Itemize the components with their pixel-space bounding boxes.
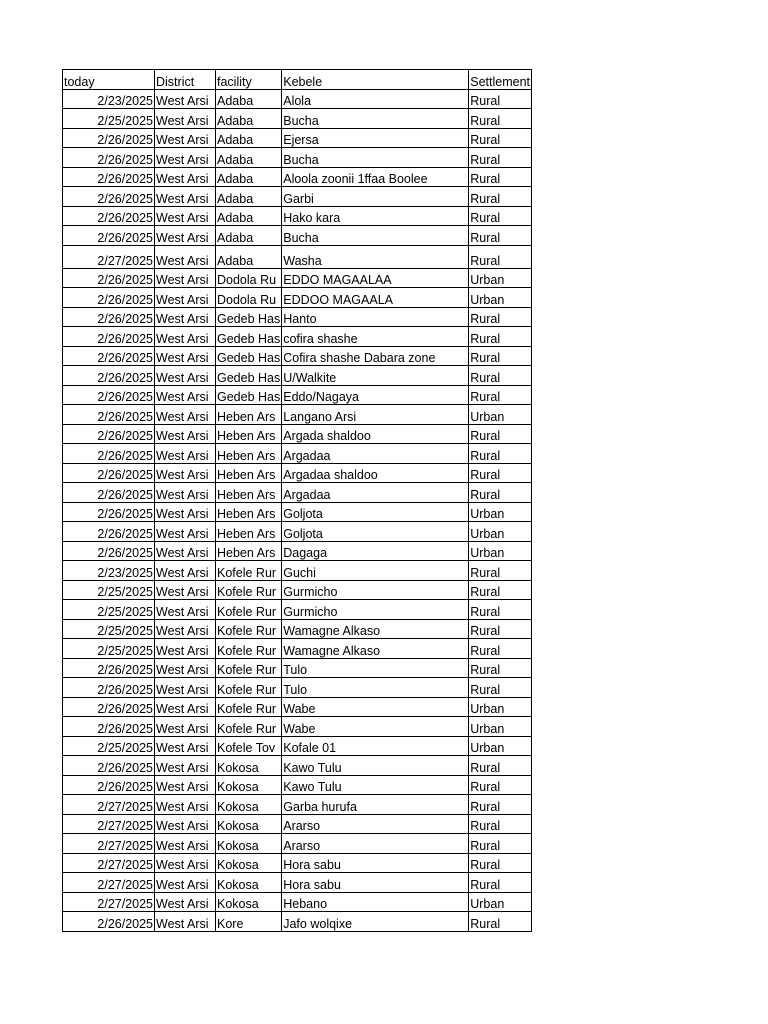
- cell-date: 2/25/2025: [63, 619, 155, 639]
- cell-facility: Dodola Ru: [216, 288, 282, 308]
- cell-date: 2/26/2025: [63, 912, 155, 932]
- cell-district: West Arsi: [155, 206, 216, 226]
- cell-kebele: cofira shashe: [282, 327, 469, 347]
- cell-date: 2/26/2025: [63, 346, 155, 366]
- cell-kebele: Kawo Tulu: [282, 756, 469, 776]
- cell-date: 2/23/2025: [63, 561, 155, 581]
- cell-kebele: Guchi: [282, 561, 469, 581]
- cell-district: West Arsi: [155, 522, 216, 542]
- cell-facility: Adaba: [216, 148, 282, 168]
- table-row: [63, 619, 532, 639]
- cell-kebele: Goljota: [282, 522, 469, 542]
- cell-kebele: Argadaa: [282, 483, 469, 503]
- cell-date: 2/26/2025: [63, 756, 155, 776]
- cell-settlement: Rural: [469, 128, 532, 148]
- cell-district: West Arsi: [155, 541, 216, 561]
- cell-date: 2/25/2025: [63, 580, 155, 600]
- cell-facility: Kofele Tov: [216, 736, 282, 756]
- cell-kebele: Bucha: [282, 226, 469, 246]
- cell-kebele: Ejersa: [282, 128, 469, 148]
- cell-facility: Heben Ars: [216, 502, 282, 522]
- cell-date: 2/27/2025: [63, 892, 155, 912]
- table-row: [63, 463, 532, 483]
- cell-date: 2/26/2025: [63, 678, 155, 698]
- cell-kebele: Kawo Tulu: [282, 775, 469, 795]
- table-row: [63, 795, 532, 815]
- cell-settlement: Rural: [469, 226, 532, 246]
- cell-district: West Arsi: [155, 424, 216, 444]
- cell-kebele: Cofira shashe Dabara zone: [282, 346, 469, 366]
- table-row: [63, 89, 532, 109]
- cell-settlement: Rural: [469, 561, 532, 581]
- cell-facility: Gedeb Has: [216, 327, 282, 347]
- cell-district: West Arsi: [155, 148, 216, 168]
- table-row: [63, 717, 532, 737]
- cell-district: West Arsi: [155, 89, 216, 109]
- cell-district: West Arsi: [155, 483, 216, 503]
- cell-district: West Arsi: [155, 756, 216, 776]
- cell-facility: Gedeb Has: [216, 307, 282, 327]
- table-row: [63, 541, 532, 561]
- cell-district: West Arsi: [155, 580, 216, 600]
- cell-district: West Arsi: [155, 245, 216, 268]
- cell-district: West Arsi: [155, 405, 216, 425]
- cell-date: 2/26/2025: [63, 717, 155, 737]
- cell-facility: Kofele Rur: [216, 678, 282, 698]
- table-row: [63, 600, 532, 620]
- header-district: District: [155, 70, 216, 90]
- cell-settlement: Rural: [469, 327, 532, 347]
- table-row: [63, 167, 532, 187]
- table-row: [63, 206, 532, 226]
- cell-settlement: Urban: [469, 268, 532, 288]
- cell-kebele: Eddo/Nagaya: [282, 385, 469, 405]
- cell-district: West Arsi: [155, 307, 216, 327]
- cell-kebele: Wabe: [282, 697, 469, 717]
- cell-district: West Arsi: [155, 795, 216, 815]
- cell-facility: Adaba: [216, 187, 282, 207]
- table-row: [63, 873, 532, 893]
- cell-district: West Arsi: [155, 561, 216, 581]
- cell-facility: Adaba: [216, 206, 282, 226]
- cell-district: West Arsi: [155, 128, 216, 148]
- cell-facility: Kokosa: [216, 814, 282, 834]
- cell-facility: Kofele Rur: [216, 561, 282, 581]
- table-row: [63, 756, 532, 776]
- table-row: [63, 366, 532, 386]
- cell-district: West Arsi: [155, 678, 216, 698]
- cell-settlement: Urban: [469, 697, 532, 717]
- cell-kebele: Wamagne Alkaso: [282, 639, 469, 659]
- table-row: [63, 736, 532, 756]
- cell-settlement: Rural: [469, 444, 532, 464]
- cell-district: West Arsi: [155, 912, 216, 932]
- cell-district: West Arsi: [155, 697, 216, 717]
- cell-settlement: Urban: [469, 717, 532, 737]
- cell-kebele: Goljota: [282, 502, 469, 522]
- cell-kebele: Gurmicho: [282, 600, 469, 620]
- cell-date: 2/26/2025: [63, 522, 155, 542]
- cell-date: 2/26/2025: [63, 226, 155, 246]
- cell-kebele: Aloola zoonii 1ffaa Boolee: [282, 167, 469, 187]
- cell-district: West Arsi: [155, 288, 216, 308]
- cell-date: 2/23/2025: [63, 89, 155, 109]
- cell-settlement: Rural: [469, 148, 532, 168]
- cell-date: 2/26/2025: [63, 463, 155, 483]
- cell-facility: Heben Ars: [216, 463, 282, 483]
- cell-facility: Kokosa: [216, 853, 282, 873]
- cell-facility: Heben Ars: [216, 444, 282, 464]
- cell-settlement: Rural: [469, 775, 532, 795]
- header-kebele: Kebele: [282, 70, 469, 90]
- cell-kebele: Garba hurufa: [282, 795, 469, 815]
- cell-kebele: Tulo: [282, 678, 469, 698]
- cell-date: 2/26/2025: [63, 483, 155, 503]
- cell-date: 2/26/2025: [63, 697, 155, 717]
- cell-kebele: Washa: [282, 245, 469, 268]
- cell-kebele: Hako kara: [282, 206, 469, 226]
- cell-date: 2/26/2025: [63, 502, 155, 522]
- cell-date: 2/26/2025: [63, 167, 155, 187]
- cell-date: 2/26/2025: [63, 541, 155, 561]
- cell-facility: Adaba: [216, 89, 282, 109]
- cell-kebele: Ararso: [282, 814, 469, 834]
- cell-settlement: Rural: [469, 167, 532, 187]
- cell-settlement: Rural: [469, 366, 532, 386]
- cell-district: West Arsi: [155, 444, 216, 464]
- cell-district: West Arsi: [155, 167, 216, 187]
- cell-date: 2/26/2025: [63, 268, 155, 288]
- cell-settlement: Urban: [469, 405, 532, 425]
- cell-settlement: Rural: [469, 619, 532, 639]
- cell-date: 2/26/2025: [63, 288, 155, 308]
- cell-settlement: Rural: [469, 912, 532, 932]
- cell-district: West Arsi: [155, 892, 216, 912]
- cell-kebele: Argada shaldoo: [282, 424, 469, 444]
- cell-kebele: Ararso: [282, 834, 469, 854]
- table-row: [63, 522, 532, 542]
- cell-district: West Arsi: [155, 226, 216, 246]
- cell-facility: Kore: [216, 912, 282, 932]
- table-row: [63, 912, 532, 932]
- cell-date: 2/27/2025: [63, 245, 155, 268]
- cell-settlement: Urban: [469, 736, 532, 756]
- cell-settlement: Rural: [469, 873, 532, 893]
- table-row: [63, 187, 532, 207]
- cell-facility: Adaba: [216, 128, 282, 148]
- cell-date: 2/25/2025: [63, 600, 155, 620]
- cell-kebele: Wabe: [282, 717, 469, 737]
- cell-settlement: Rural: [469, 187, 532, 207]
- cell-date: 2/26/2025: [63, 327, 155, 347]
- table-row: [63, 424, 532, 444]
- cell-district: West Arsi: [155, 327, 216, 347]
- cell-district: West Arsi: [155, 346, 216, 366]
- cell-district: West Arsi: [155, 619, 216, 639]
- cell-date: 2/27/2025: [63, 873, 155, 893]
- cell-settlement: Rural: [469, 463, 532, 483]
- cell-settlement: Rural: [469, 814, 532, 834]
- cell-settlement: Rural: [469, 424, 532, 444]
- cell-facility: Kofele Rur: [216, 639, 282, 659]
- cell-settlement: Urban: [469, 502, 532, 522]
- cell-facility: Adaba: [216, 109, 282, 129]
- table-row: [63, 109, 532, 129]
- cell-facility: Heben Ars: [216, 405, 282, 425]
- cell-date: 2/25/2025: [63, 736, 155, 756]
- cell-facility: Heben Ars: [216, 541, 282, 561]
- cell-kebele: Dagaga: [282, 541, 469, 561]
- cell-date: 2/26/2025: [63, 658, 155, 678]
- cell-district: West Arsi: [155, 639, 216, 659]
- cell-kebele: Gurmicho: [282, 580, 469, 600]
- header-today: today: [63, 70, 155, 90]
- cell-facility: Kofele Rur: [216, 580, 282, 600]
- cell-settlement: Rural: [469, 580, 532, 600]
- cell-facility: Heben Ars: [216, 424, 282, 444]
- cell-date: 2/26/2025: [63, 206, 155, 226]
- cell-settlement: Rural: [469, 109, 532, 129]
- cell-district: West Arsi: [155, 717, 216, 737]
- table-row: [63, 580, 532, 600]
- cell-facility: Kokosa: [216, 834, 282, 854]
- cell-kebele: Wamagne Alkaso: [282, 619, 469, 639]
- cell-kebele: Hanto: [282, 307, 469, 327]
- cell-settlement: Rural: [469, 307, 532, 327]
- table-row: [63, 405, 532, 425]
- cell-district: West Arsi: [155, 775, 216, 795]
- table-row: [63, 697, 532, 717]
- cell-kebele: Alola: [282, 89, 469, 109]
- cell-kebele: U/Walkite: [282, 366, 469, 386]
- cell-date: 2/27/2025: [63, 814, 155, 834]
- table-row: [63, 639, 532, 659]
- cell-facility: Kokosa: [216, 795, 282, 815]
- table-row: [63, 385, 532, 405]
- header-facility: facility: [216, 70, 282, 90]
- cell-facility: Kofele Rur: [216, 717, 282, 737]
- table-row: [63, 268, 532, 288]
- cell-kebele: Langano Arsi: [282, 405, 469, 425]
- cell-kebele: EDDOO MAGAALA: [282, 288, 469, 308]
- cell-settlement: Rural: [469, 853, 532, 873]
- cell-settlement: Rural: [469, 385, 532, 405]
- cell-settlement: Rural: [469, 658, 532, 678]
- cell-facility: Kofele Rur: [216, 600, 282, 620]
- table-row: [63, 288, 532, 308]
- table-row: [63, 834, 532, 854]
- cell-facility: Kokosa: [216, 892, 282, 912]
- cell-date: 2/27/2025: [63, 853, 155, 873]
- cell-settlement: Rural: [469, 600, 532, 620]
- cell-district: West Arsi: [155, 187, 216, 207]
- cell-settlement: Rural: [469, 795, 532, 815]
- cell-settlement: Rural: [469, 678, 532, 698]
- cell-facility: Kofele Rur: [216, 658, 282, 678]
- cell-facility: Kokosa: [216, 756, 282, 776]
- cell-date: 2/27/2025: [63, 795, 155, 815]
- cell-district: West Arsi: [155, 853, 216, 873]
- cell-facility: Heben Ars: [216, 522, 282, 542]
- cell-district: West Arsi: [155, 658, 216, 678]
- table-row: [63, 483, 532, 503]
- cell-settlement: Urban: [469, 522, 532, 542]
- cell-date: 2/26/2025: [63, 187, 155, 207]
- table-row: [63, 892, 532, 912]
- cell-district: West Arsi: [155, 502, 216, 522]
- table-row: [63, 307, 532, 327]
- cell-date: 2/26/2025: [63, 405, 155, 425]
- cell-district: West Arsi: [155, 834, 216, 854]
- cell-facility: Gedeb Has: [216, 346, 282, 366]
- cell-settlement: Rural: [469, 483, 532, 503]
- cell-district: West Arsi: [155, 463, 216, 483]
- cell-district: West Arsi: [155, 366, 216, 386]
- table-row: [63, 678, 532, 698]
- cell-settlement: Rural: [469, 834, 532, 854]
- table-row: [63, 245, 532, 268]
- table-row: [63, 226, 532, 246]
- cell-district: West Arsi: [155, 109, 216, 129]
- cell-kebele: Argadaa: [282, 444, 469, 464]
- table-row: [63, 346, 532, 366]
- cell-date: 2/26/2025: [63, 444, 155, 464]
- table-row: [63, 853, 532, 873]
- cell-kebele: Hora sabu: [282, 873, 469, 893]
- header-settlement: Settlement: [469, 70, 532, 90]
- cell-kebele: Jafo wolqixe: [282, 912, 469, 932]
- table-row: [63, 502, 532, 522]
- cell-settlement: Urban: [469, 892, 532, 912]
- cell-facility: Adaba: [216, 167, 282, 187]
- cell-facility: Heben Ars: [216, 483, 282, 503]
- cell-kebele: Argadaa shaldoo: [282, 463, 469, 483]
- cell-date: 2/26/2025: [63, 366, 155, 386]
- cell-kebele: Tulo: [282, 658, 469, 678]
- cell-facility: Adaba: [216, 245, 282, 268]
- cell-kebele: EDDO MAGAALAA: [282, 268, 469, 288]
- cell-date: 2/26/2025: [63, 148, 155, 168]
- cell-settlement: Rural: [469, 346, 532, 366]
- cell-date: 2/27/2025: [63, 834, 155, 854]
- cell-date: 2/26/2025: [63, 424, 155, 444]
- cell-date: 2/26/2025: [63, 307, 155, 327]
- cell-settlement: Rural: [469, 206, 532, 226]
- table-body: [63, 89, 532, 931]
- cell-facility: Kofele Rur: [216, 619, 282, 639]
- cell-facility: Dodola Ru: [216, 268, 282, 288]
- cell-district: West Arsi: [155, 600, 216, 620]
- table-row: [63, 444, 532, 464]
- cell-facility: Adaba: [216, 226, 282, 246]
- cell-district: West Arsi: [155, 814, 216, 834]
- cell-kebele: Bucha: [282, 109, 469, 129]
- cell-settlement: Rural: [469, 245, 532, 268]
- table-row: [63, 327, 532, 347]
- table-row: [63, 814, 532, 834]
- cell-district: West Arsi: [155, 385, 216, 405]
- cell-facility: Kofele Rur: [216, 697, 282, 717]
- cell-kebele: Bucha: [282, 148, 469, 168]
- cell-date: 2/26/2025: [63, 385, 155, 405]
- header-row: [63, 70, 532, 90]
- cell-district: West Arsi: [155, 873, 216, 893]
- cell-settlement: Rural: [469, 756, 532, 776]
- table-row: [63, 148, 532, 168]
- cell-kebele: Garbi: [282, 187, 469, 207]
- cell-facility: Kokosa: [216, 873, 282, 893]
- cell-settlement: Urban: [469, 288, 532, 308]
- spreadsheet-table: [62, 69, 532, 932]
- cell-kebele: Hebano: [282, 892, 469, 912]
- cell-facility: Gedeb Has: [216, 385, 282, 405]
- table-row: [63, 775, 532, 795]
- cell-date: 2/26/2025: [63, 775, 155, 795]
- table-row: [63, 128, 532, 148]
- cell-date: 2/25/2025: [63, 109, 155, 129]
- cell-settlement: Rural: [469, 89, 532, 109]
- table-row: [63, 561, 532, 581]
- cell-kebele: Kofale 01: [282, 736, 469, 756]
- cell-facility: Kokosa: [216, 775, 282, 795]
- cell-settlement: Urban: [469, 541, 532, 561]
- cell-facility: Gedeb Has: [216, 366, 282, 386]
- cell-district: West Arsi: [155, 736, 216, 756]
- cell-date: 2/26/2025: [63, 128, 155, 148]
- cell-district: West Arsi: [155, 268, 216, 288]
- table-row: [63, 658, 532, 678]
- cell-date: 2/25/2025: [63, 639, 155, 659]
- cell-settlement: Rural: [469, 639, 532, 659]
- cell-kebele: Hora sabu: [282, 853, 469, 873]
